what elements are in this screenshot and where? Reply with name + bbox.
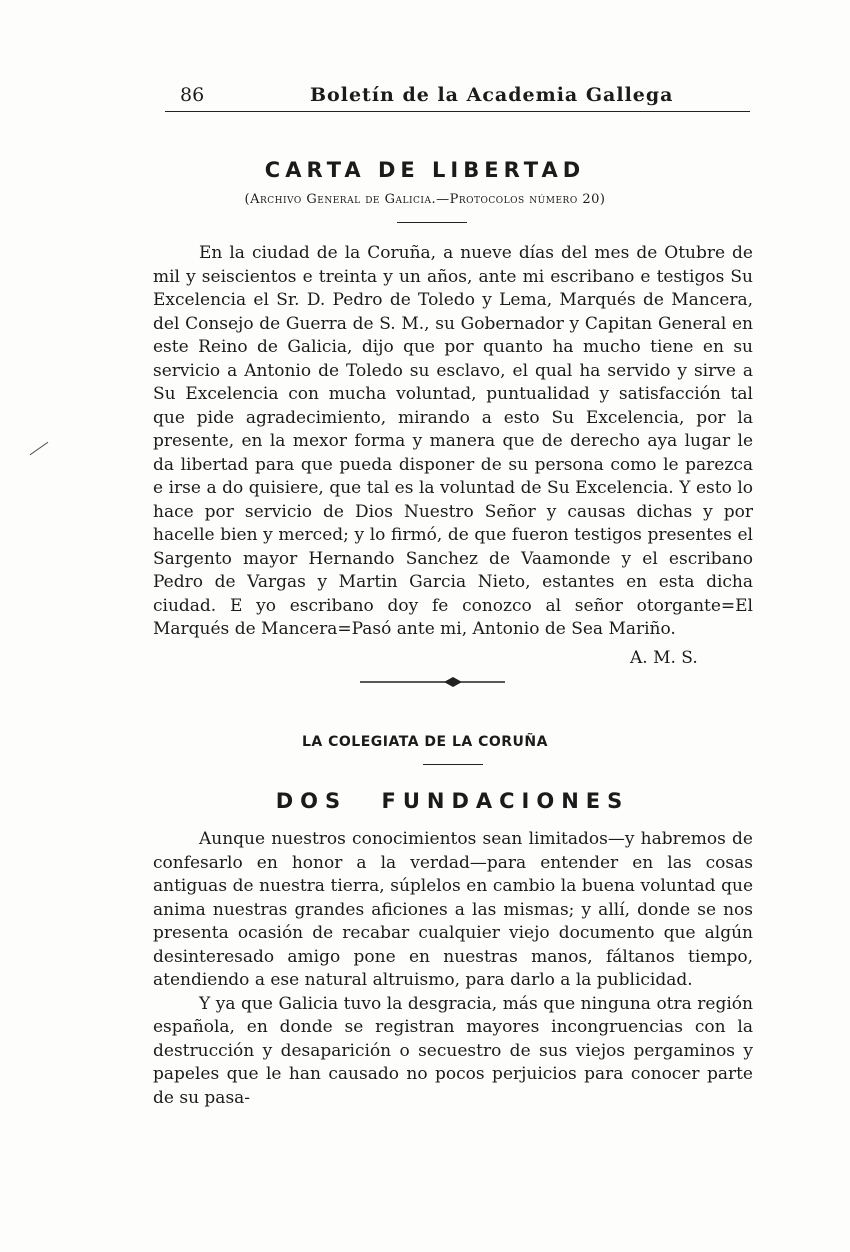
article-body xyxy=(153,828,753,1110)
letter-paragraph: En la ciudad de la Coruña, a nueve días del mes de Otubre de mil y seiscientos e treinta y un años, ante mi escribano e testigos Su Excelencia el Sr. D. Pedro de Toledo y Lema, Marqués de Mancera, del Consejo de Guerra de S. M., su Gobernador y Capitan General en este Reino de Galicia, dijo que por quanto ha mucho tiene en su servicio a Antonio de Toledo su esclavo, el qual ha servido y sirve a Su Excelencia con mucha voluntad, puntualidad y satisfacción tal que pide agradecimiento, mirando a esto Su Excelencia, por la presente, en la mexor forma y manera que de derecho aya lugar le da libertad para que pueda disponer de su persona como le parezca e irse a do quisiere, que tal es la voluntad de Su Excelencia. Y esto lo hace por servicio de Dios Nuestro Señor y causas dichas y por hacelle bien y merced; y lo firmó, de que fueron testigos presentes el Sargento mayor Hernando Sanchez de Vaamonde y el escribano Pedro de Vargas y Martin Garcia Nieto, estantes en esta dicha ciudad. E yo escribano doy fe conozco al señor otorgante=El Marqués de Mancera=Pasó ante mi, Antonio de Sea Mariño. xyxy=(153,243,753,639)
ornament-divider xyxy=(360,672,505,692)
letter-signature: A. M. S. xyxy=(630,648,698,668)
page-number: 86 xyxy=(180,84,205,106)
article-title: DOS FUNDACIONES xyxy=(275,789,630,813)
letter-source: (Archivo General de Galicia.—Protocolos número 20) xyxy=(244,192,606,207)
letter-title: CARTA DE LIBERTAD xyxy=(264,158,586,182)
section-divider xyxy=(423,764,483,765)
letter-body xyxy=(153,242,753,642)
section-kicker: LA COLEGIATA DE LA CORUÑA xyxy=(302,734,548,750)
running-title: Boletín de la Academia Gallega xyxy=(310,84,674,106)
article-paragraph: Y ya que Galicia tuvo la desgracia, más que ninguna otra región española, en donde se registran mayores incongruencias con la destrucción y desaparición o secuestro de sus viejos pergaminos y papeles que le han causado no pocos perjuicios para conocer parte de su pasa- xyxy=(153,993,753,1108)
article-paragraph: Aunque nuestros conocimientos sean limitados—y habremos de confesarlo en honor a la verdad—para entender en las cosas antiguas de nuestra tierra, súplelos en cambio la buena voluntad que anima nuestras grandes aficiones a las mismas; y allí, donde se nos presenta ocasión de recabar cualquier viejo documento que algún desinteresado amigo pone en nuestras manos, fáltanos tiempo, atendiendo a ese natural altruismo, para darlo a la publicidad. xyxy=(153,829,753,990)
title-divider xyxy=(397,222,467,223)
margin-pencil-mark xyxy=(30,442,49,455)
header-rule xyxy=(165,111,750,112)
